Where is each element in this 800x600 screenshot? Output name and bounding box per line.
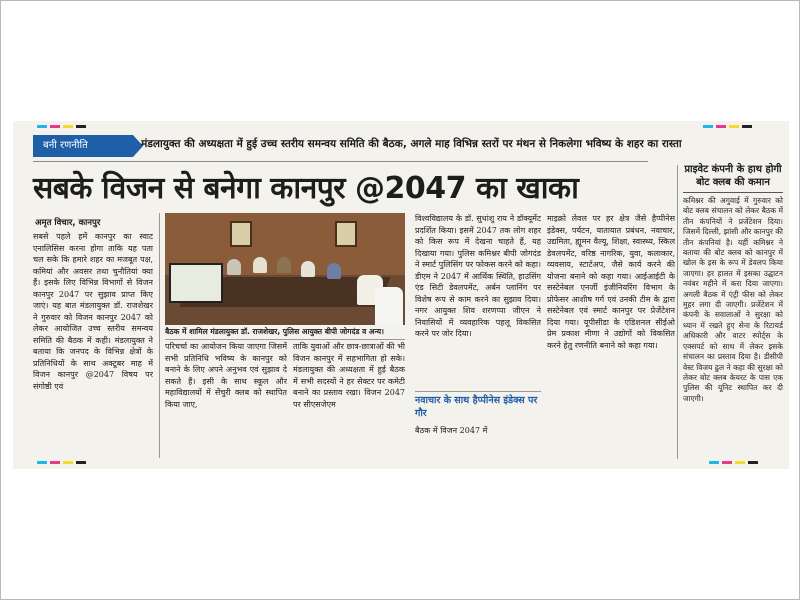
article-column-1: सबसे पहले हमें कानपुर का स्वाट एनालिसिस करना होगा ताकि यह पता चल सके कि हमारे शहर का मजबूत पक्ष, कमियां और अवसर तथा चुनौतियां क्या हैं। इसके लिए विभिन्न विभागों से विजन कानपुर 2047 पर सुझाव प्राप्त किए जाएं। यह बात मंडलायुक्त डॉ. राजशेखर ने गुरुवार को विजन कानपुर 2047 को लेकर आयोजित उच्च स्तरीय समन्वय समिति की बैठक में कही। मंडलायुक्त ने बताया कि जनपद के विभिन्न क्षेत्रों के प्रतिनिधियों के साथ अक्टूबर माह में विजन कानपुर @2047 विषय पर संगोष्ठी एवं	[33, 232, 153, 391]
print-color-marks	[703, 125, 752, 128]
divider	[33, 161, 648, 162]
print-color-marks	[37, 461, 86, 464]
headline: सबके विजन से बनेगा कानपुर @2047 का खाका	[33, 171, 579, 206]
article-column-4-continued: बैठक में विजन 2047 में	[415, 426, 488, 435]
article-column-4: विश्वविद्यालय के डॉ. सुधांशु राय ने डॉक्यूमेंट प्रदर्शित किया। इसमें 2047 तक लोग शहर को किस रूप में देखना चाहते हैं, यह दिखाया गया। पुलिस कमिश्नर बीपी जोगदंड ने स्मार्ट पुलिसिंग पर फोकस करने को कहा। डीएम ने 2047 में आर्थिक स्थिति, हाउसिंग एंड सिटी डेवलपमेंट, अर्बन प्लानिंग पर विशेष रूप से काम करने का सुझाव दिया। नगर आयुक्त शिव शरणप्पा जीएन ने निवासियों में व्यवहारिक पहलू विकसित करने पर जोर दिया।	[415, 214, 541, 338]
article-column-2: परिचर्चा का आयोजन किया जाएगा जिसमें सभी प्रतिनिधि भविष्य के कानपुर को बनाने के लिए अपने अनुभव एवं सुझाव दे सकते हैं। इसी के साथ स्कूल और महाविद्यालयों में सेंचुरी क्लब को स्थापित किया जाए,	[165, 342, 287, 409]
meeting-photo	[165, 213, 405, 325]
deck-text: मंडलायुक्त की अध्यक्षता में हुई उच्च स्तरीय समन्वय समिति की बैठक, अगले माह विभिन्न स्तरों पर मंथन से निकलेगा भविष्य के शहर का रास्ता	[141, 138, 682, 150]
sidebar-body: कमिश्नर की अगुवाई में गुरुवार को बोट क्लब संचालन को लेकर बैठक में तीन कंपनियों ने प्रजेंटेशन दिया। जिसमें दिल्ली, झांसी और कानपुर की तीन कंपनियां है। यहीं कमिश्नर ने बताया की बोट क्लब को कानपुर में खोल के इस के रूप में डेवलप किया जाएगा। हर हालत में इसका उद्घाटन नवंबर महीने में करा दिया जाएगा। अगली बैठक में एंट्री फीस को लेकर मुहर लगा दी जाएगी। प्रजेंटेशन में कंपनी के सवालाओं ने सुरक्षा को ध्यान में रखते हुए सेना के रिटायर्ड अधिकारी और वाटर स्पोर्ट्स के एक्सपर्ट को साथ में लेकर इसके संचालन का प्रस्ताव दिया है। डीसीपी वेस्ट विजय ढुल ने कहा की सुरक्षा को लेकर बोट क्लब केयरट के पास एक पुलिस की यूनिट स्थापित कर दी जाएगी।	[683, 196, 783, 403]
sidebar-story	[683, 161, 783, 457]
article-column-5: माइक्रो लेवल पर हर क्षेत्र जैसे हैप्पीनेस इंडेक्स, पर्यटन, यातायात प्रबंधन, नवाचार, उद्यमिता, ह्यूमन वैल्यू, शिक्षा, स्वास्थ्य, स्किल डेवलपमेंट, वरिष्ठ नागरिक, युवा, कलाकार, व्यवसाय, स्टार्टअप, जैसे कार्य करने की योजना बनाने को कहा गया। आईआईटी के सस्टेनेबल एनर्जी इंजीनियरिंग विभाग के प्रोफेसर आशीष गर्ग एवं उनकी टीम के द्वारा सस्टेनेबल एवं स्मार्ट कानपुर पर प्रेजेंटेशन दिया गया। यूपीसीडा के एडिशनल सीईओ प्रेम प्रकाश मीणा ने उद्योगों को विकसित करने हेतु रणनीति बनाने को कहा गया।	[547, 214, 675, 350]
byline: अमृत विचार, कानपुर	[35, 218, 101, 228]
section-kicker: बनी रणनीति	[33, 135, 133, 157]
subheading: नवाचार के साथ हैप्पीनेस इंडेक्स पर गौर	[415, 391, 541, 424]
sidebar-headline: प्राइवेट कंपनी के हाथ होगी बोट क्लब की कमान	[683, 161, 783, 193]
divider	[159, 213, 160, 458]
photo-caption: बैठक में शामिल मंडलायुक्त डॉ. राजशेखर, पुलिस आयुक्त बीपी जोगदंड व अन्य।	[165, 327, 405, 340]
print-color-marks	[37, 125, 86, 128]
newspaper-clipping	[13, 121, 789, 469]
article-column-3: ताकि युवाओं और छात्र-छात्राओं की भी विजन कानपुर में सहभागिता हो सके। मंडलायुक्त की अध्यक्षता में हुई बैठक में सभी सदस्यों ने हर सेक्टर पर कमेटी बनाने का प्रस्ताव रखा। विजन 2047 पर सीएसजेएम	[293, 342, 405, 409]
divider	[677, 165, 678, 459]
